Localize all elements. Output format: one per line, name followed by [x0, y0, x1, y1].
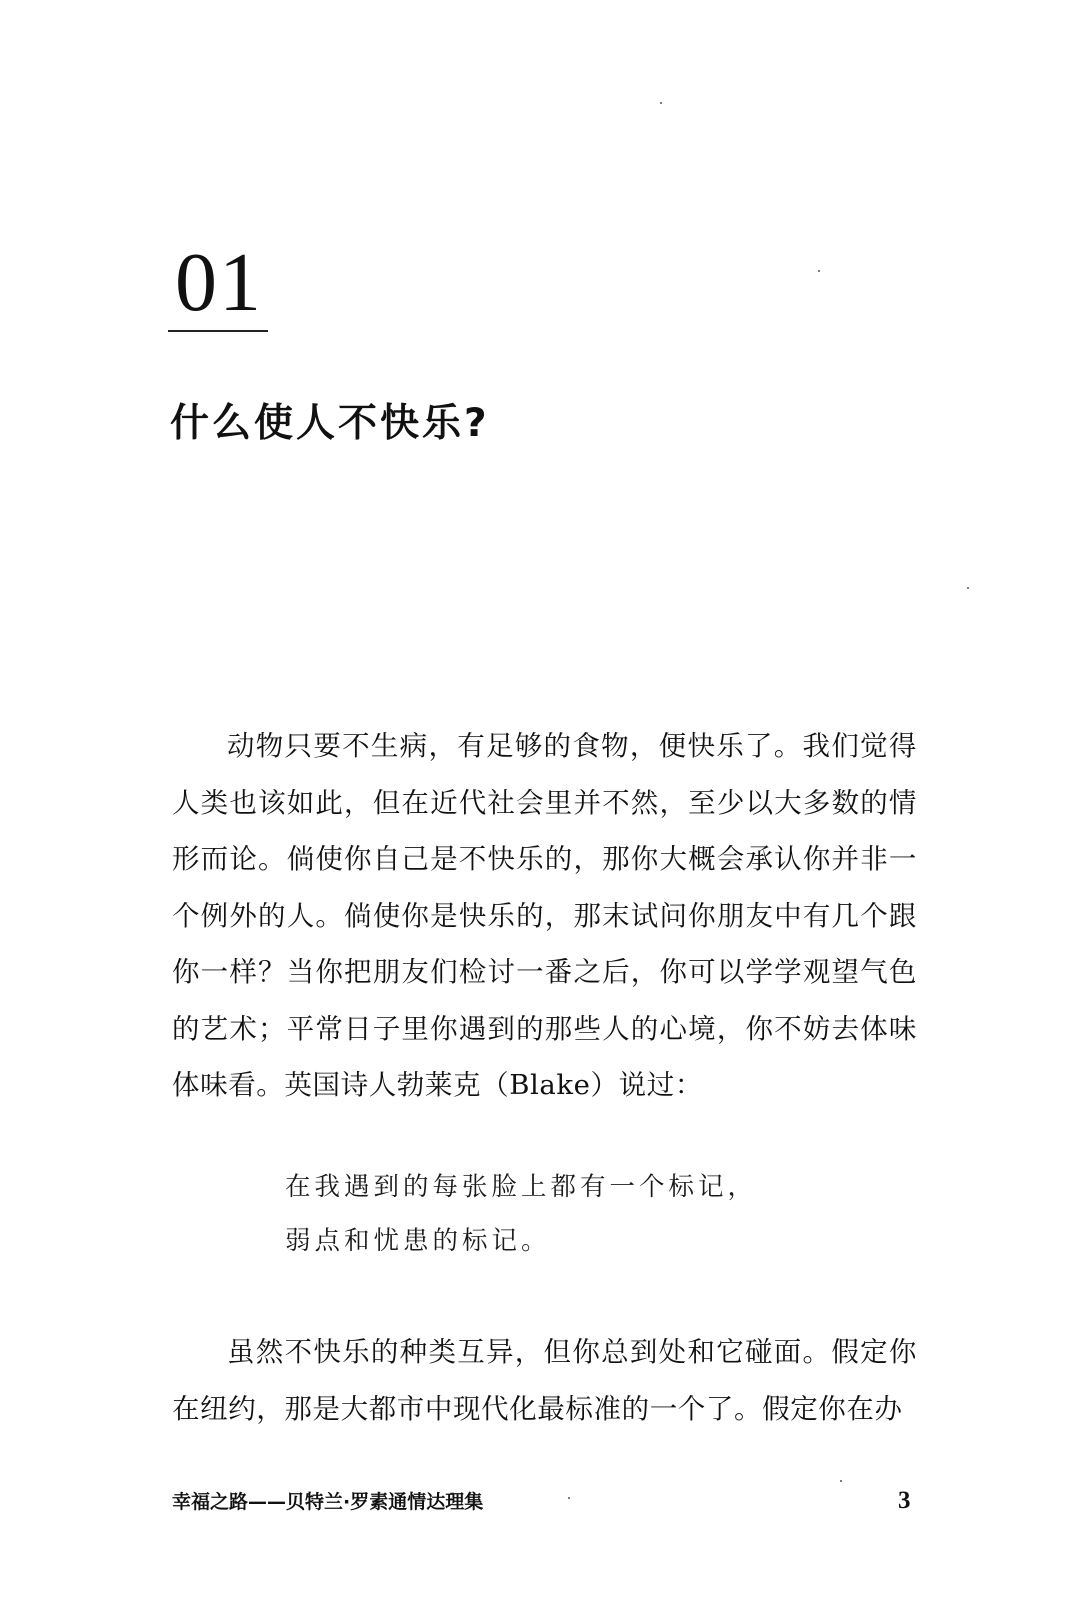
quote-line-1: 在我遇到的每张脸上都有一个标记， — [285, 1172, 758, 1202]
scan-speck — [660, 102, 662, 104]
body-paragraph-1: 动物只要不生病，有足够的食物，便快乐了。我们觉得人类也该如此，但在近代社会里并不然，至少以大多数的情形而论。倘使你自己是不快乐的，那你大概会承认你并非一个例外的人。倘使你是快乐的，那末试问你朋友中有几个跟你一样？当你把朋友们检讨一番之后，你可以学学观望气色的艺术；平常日子里你遇到的那些人的心境，你不妨去体味体味看。英国诗人勃莱克（Blake）说过： — [172, 730, 917, 1101]
page-number: 3 — [898, 1487, 911, 1514]
chapter-number: 01 — [175, 236, 263, 329]
scan-speck — [967, 587, 969, 589]
chapter-divider — [168, 330, 268, 332]
scan-speck — [568, 1497, 570, 1499]
quote-line-2: 弱点和忧患的标记。 — [285, 1226, 551, 1256]
scan-speck — [840, 1480, 842, 1482]
chapter-title: 什么使人不快乐? — [170, 401, 490, 446]
body-paragraph-2: 虽然不快乐的种类互异，但你总到处和它碰面。假定你在纽约，那是大都市中现代化最标准的一个了。假定你在办 — [172, 1336, 917, 1425]
scan-speck — [818, 270, 820, 272]
running-footer-title: 幸福之路——贝特兰·罗素通情达理集 — [172, 1491, 484, 1513]
